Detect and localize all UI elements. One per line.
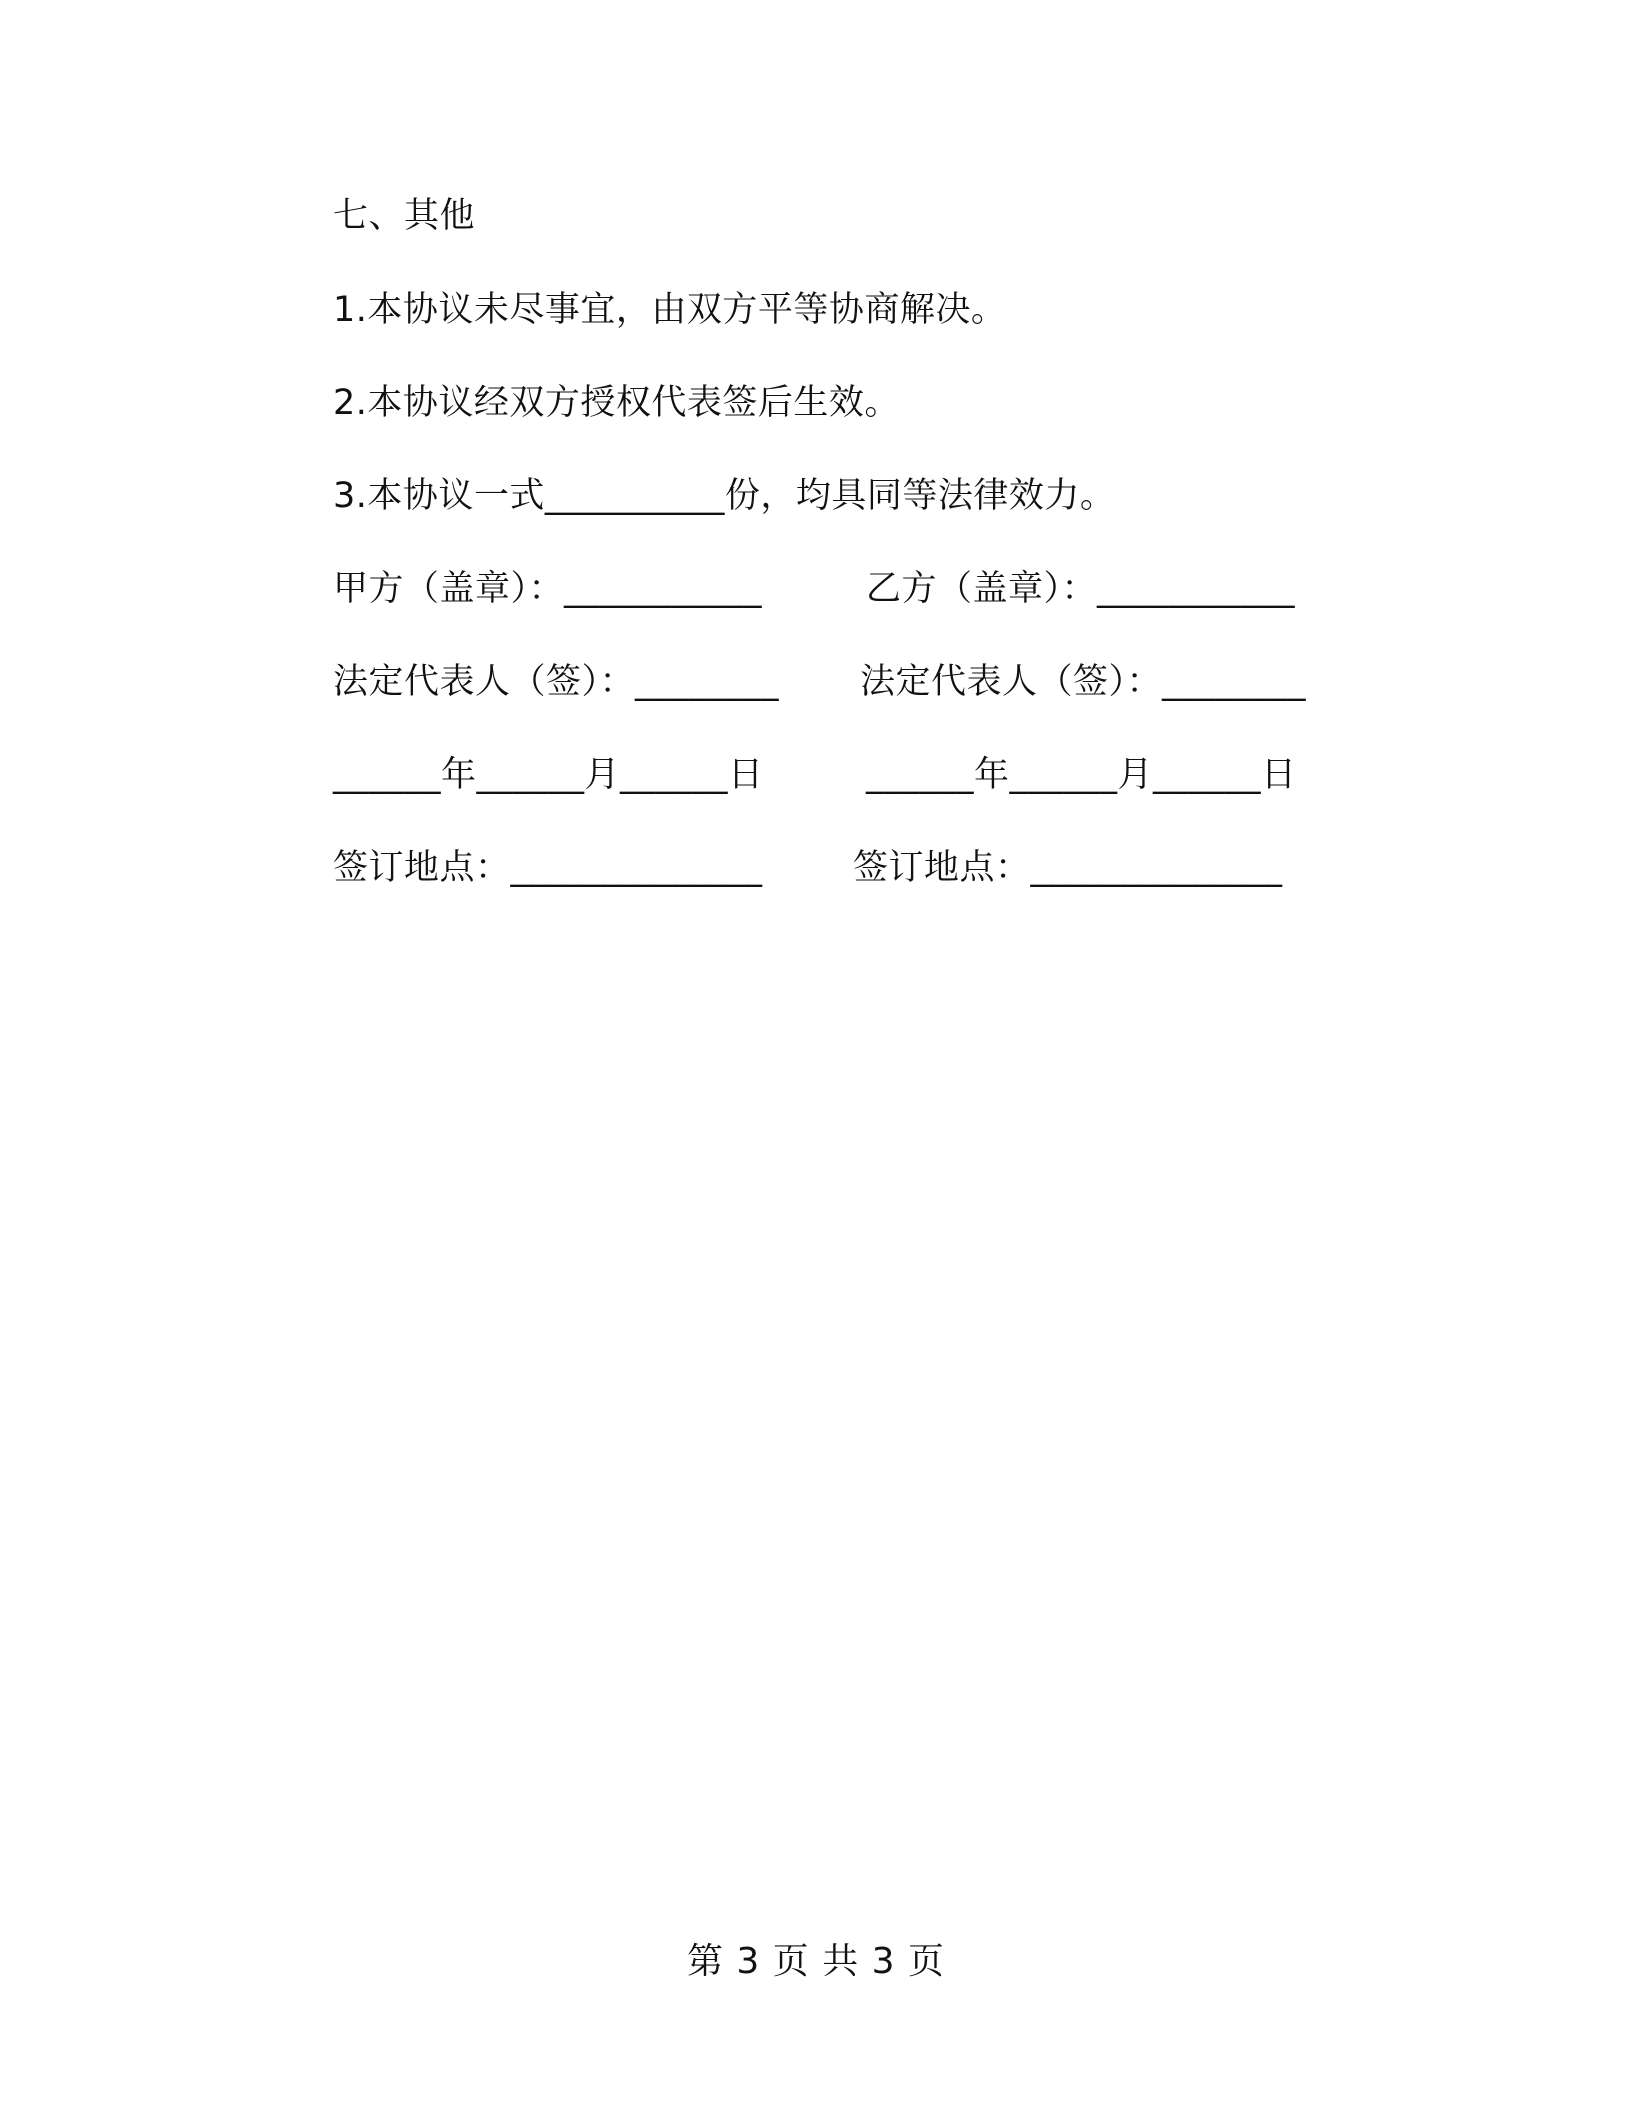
party-b-seal-line: 乙方（盖章）：___________ <box>866 569 1296 609</box>
party-b-rep-line: 法定代表人（签）：________ <box>860 662 1307 702</box>
party-a-seal-line: 甲方（盖章）：___________ <box>333 569 763 609</box>
party-a-place-line: 签订地点：______________ <box>333 848 763 888</box>
party-b-date-line: ______年______月______日 <box>866 755 1297 795</box>
clause-2: 2.本协议经双方授权代表签后生效。 <box>333 383 900 423</box>
party-a-rep-line: 法定代表人（签）：________ <box>333 662 780 702</box>
page-number-footer: 第 3 页 共 3 页 <box>686 1941 946 1982</box>
section-heading: 七、其他 <box>333 196 476 236</box>
clause-3: 3.本协议一式__________份，均具同等法律效力。 <box>333 476 1116 516</box>
party-a-date-line: ______年______月______日 <box>333 755 764 795</box>
clause-1: 1.本协议未尽事宜，由双方平等协商解决。 <box>333 290 1007 330</box>
party-b-place-line: 签订地点：______________ <box>853 848 1283 888</box>
